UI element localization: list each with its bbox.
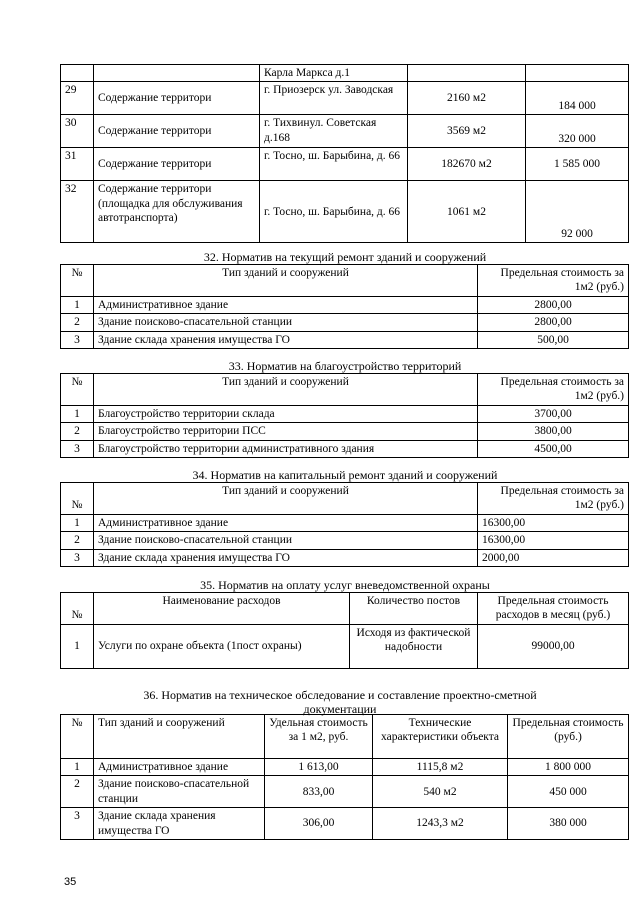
- row-num: 29: [61, 82, 94, 115]
- row-type: Здание склада хранения имущества ГО: [94, 808, 265, 840]
- header-num: №: [61, 715, 94, 759]
- table-row: [61, 405, 629, 422]
- header-tech: Технические характеристики объекта: [373, 715, 508, 759]
- row-unit-cost: 833,00: [265, 776, 373, 808]
- header-num: №: [61, 483, 94, 515]
- table-row: [61, 759, 629, 776]
- section-32-title: 32. Норматив на текущий ремонт зданий и сооружений: [203, 250, 487, 264]
- row-tech: 1243,3 м2: [373, 808, 508, 840]
- section-34-title: 34. Норматив на капитальный ремонт зданий и сооружений: [192, 468, 498, 482]
- row-type: Здание поисково-спасательной станции: [94, 314, 478, 331]
- row-cost: 2800,00: [478, 314, 629, 331]
- row-cost: 500,00: [478, 331, 629, 348]
- row-cost: 16300,00: [478, 514, 629, 531]
- header-type: Тип зданий и сооружений: [94, 715, 265, 759]
- row-type: Здание склада хранения имущества ГО: [94, 549, 478, 566]
- row-num: 3: [61, 440, 94, 457]
- section-36-table: [60, 714, 629, 840]
- section-36-title: 36. Норматив на техническое обследование и составление проектно-сметной документации: [143, 688, 537, 717]
- header-type: Тип зданий и сооружений: [94, 483, 478, 515]
- row-tech: 540 м2: [373, 776, 508, 808]
- table-row: [61, 82, 629, 115]
- row-posts: Исходя из фактической надобности: [350, 624, 478, 668]
- header-num: №: [61, 593, 94, 625]
- row-num: 2: [61, 314, 94, 331]
- row-num: 2: [61, 776, 94, 808]
- row-type: Административное здание: [94, 514, 478, 531]
- row-cost: 92 000: [526, 181, 629, 243]
- row-address: г. Тосно, ш. Барыбина, д. 66: [260, 148, 408, 181]
- table-row: [61, 776, 629, 808]
- table-row: [61, 514, 629, 531]
- row-type: Благоустройство территории склада: [94, 405, 478, 422]
- row-num: 1: [61, 405, 94, 422]
- table-row: [61, 440, 629, 457]
- section-34-table: [60, 482, 629, 567]
- header-type: Тип зданий и сооружений: [94, 265, 478, 297]
- row-cost: 380 000: [508, 808, 629, 840]
- header-unit-cost: Удельная стоимость за 1 м2, руб.: [265, 715, 373, 759]
- row-cost: 99000,00: [478, 624, 629, 668]
- row-tech: 1115,8 м2: [373, 759, 508, 776]
- table-row: [61, 624, 629, 668]
- row-name: Содержание территори: [94, 148, 260, 181]
- header-type: Тип зданий и сооружений: [94, 374, 478, 406]
- row-cost: 3700,00: [478, 405, 629, 422]
- header-name: Наименование расходов: [94, 593, 350, 625]
- row-area: 1061 м2: [408, 181, 526, 243]
- row-unit-cost: 306,00: [265, 808, 373, 840]
- row-num: 32: [61, 181, 94, 243]
- row-type: Здание склада хранения имущества ГО: [94, 331, 478, 348]
- row-name: Услуги по охране объекта (1пост охраны): [94, 624, 350, 668]
- header-cost: Предельная стоимость расходов в месяц (руб.): [478, 593, 629, 625]
- row-cost: 450 000: [508, 776, 629, 808]
- header-cost: Предельная стоимость (руб.): [508, 715, 629, 759]
- row-cost: 4500,00: [478, 440, 629, 457]
- row-address: г. Тосно, ш. Барыбина, д. 66: [260, 181, 408, 243]
- header-cost: Предельная стоимость за 1м2 (руб.): [478, 374, 629, 406]
- row-type: Административное здание: [94, 759, 265, 776]
- header-num: №: [61, 265, 94, 297]
- row-area: 2160 м2: [408, 82, 526, 115]
- table-row: [61, 296, 629, 313]
- section-35-title: 35. Норматив на оплату услуг вневедомственной охраны: [200, 578, 490, 592]
- header-num: №: [61, 374, 94, 406]
- section-32-table: [60, 264, 629, 349]
- row-num: 3: [61, 808, 94, 840]
- row-num: 2: [61, 532, 94, 549]
- row-cost: 1 585 000: [526, 148, 629, 181]
- table-row: [61, 331, 629, 348]
- table-row: [61, 808, 629, 840]
- row-num: 1: [61, 624, 94, 668]
- row-cost: 320 000: [526, 115, 629, 148]
- table-row: [61, 115, 629, 148]
- table-row: [61, 181, 629, 243]
- row-num: 2: [61, 423, 94, 440]
- row-num: 1: [61, 296, 94, 313]
- row-type: Здание поисково-спасательной станции: [94, 776, 265, 808]
- row-name: Содержание территори: [94, 115, 260, 148]
- table-row: [61, 148, 629, 181]
- row-num: 1: [61, 759, 94, 776]
- row-num: 31: [61, 148, 94, 181]
- section-33-table: [60, 373, 629, 458]
- row-cost: 2800,00: [478, 296, 629, 313]
- section-33-title: 33. Норматив на благоустройство территорий: [228, 359, 462, 373]
- header-cost: Предельная стоимость за 1м2 (руб.): [478, 483, 629, 515]
- top-table: [60, 64, 629, 243]
- row-unit-cost: 1 613,00: [265, 759, 373, 776]
- row-cost: 1 800 000: [508, 759, 629, 776]
- header-posts: Количество постов: [350, 593, 478, 625]
- continuation-address: Карла Маркса д.1: [260, 65, 408, 82]
- row-cost: 2000,00: [478, 549, 629, 566]
- row-type: Административное здание: [94, 296, 478, 313]
- row-address: г. Приозерск ул. Заводская: [260, 82, 408, 115]
- row-num: 1: [61, 514, 94, 531]
- row-cost: 3800,00: [478, 423, 629, 440]
- row-type: Благоустройство территории ПСС: [94, 423, 478, 440]
- row-area: 182670 м2: [408, 148, 526, 181]
- row-type: Здание поисково-спасательной станции: [94, 532, 478, 549]
- table-row: [61, 549, 629, 566]
- row-cost: 16300,00: [478, 532, 629, 549]
- section-35-table: [60, 592, 629, 669]
- row-cost: 184 000: [526, 82, 629, 115]
- row-address: г. Тихвинул. Советская д.168: [260, 115, 408, 148]
- header-cost: Предельная стоимость за 1м2 (руб.): [478, 265, 629, 297]
- table-row: [61, 532, 629, 549]
- table-row: [61, 423, 629, 440]
- table-row: [61, 314, 629, 331]
- row-num: 3: [61, 331, 94, 348]
- page-number: 35: [64, 876, 77, 888]
- row-num: 3: [61, 549, 94, 566]
- row-name: Содержание территори (площадка для обслуживания автотранспорта): [94, 181, 260, 243]
- row-type: Благоустройство территории административного здания: [94, 440, 478, 457]
- row-name: Содержание территори: [94, 82, 260, 115]
- row-num: 30: [61, 115, 94, 148]
- row-area: 3569 м2: [408, 115, 526, 148]
